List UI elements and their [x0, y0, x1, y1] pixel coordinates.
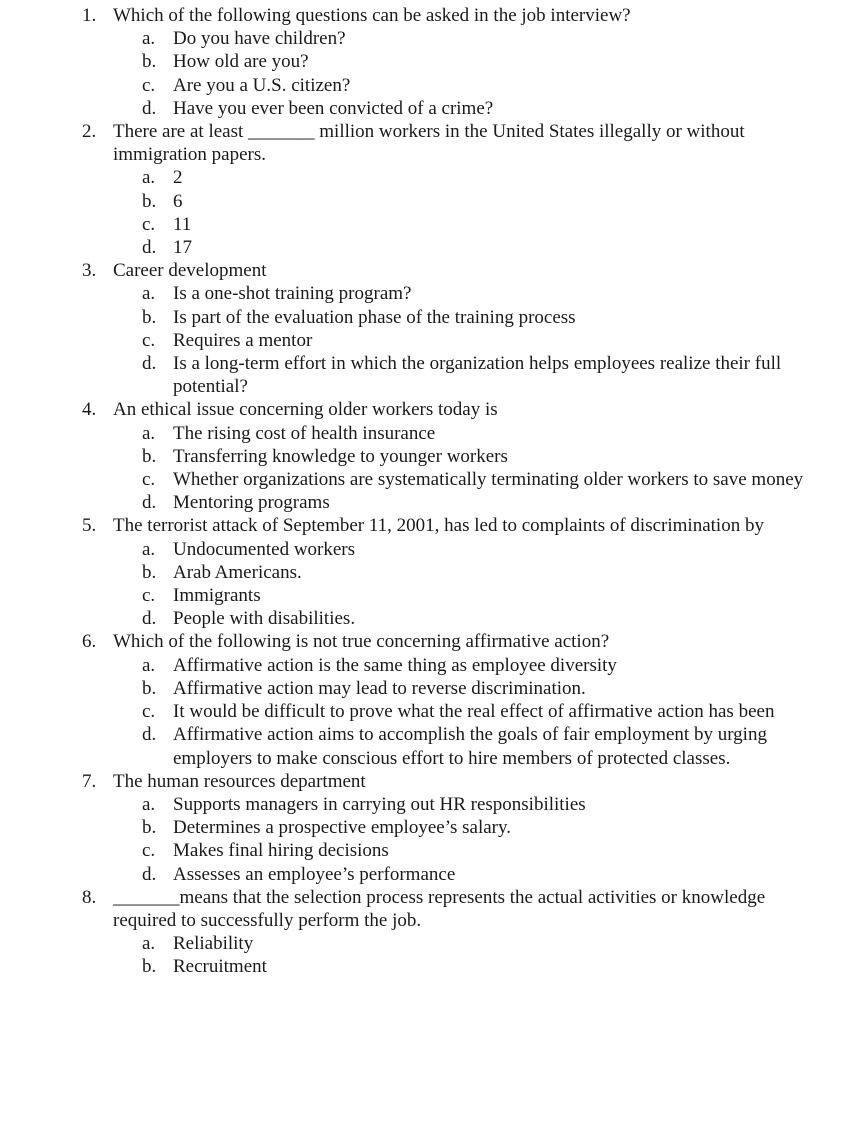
option-letter: a.: [142, 793, 156, 815]
answer-option: [0, 74, 859, 97]
option-text: Supports managers in carrying out HR responsibilities: [173, 793, 586, 815]
question-text: Which of the following is not true concerning affirmative action?: [113, 631, 610, 653]
question-stem: [0, 259, 859, 282]
option-text: 6: [173, 190, 183, 212]
question-number: 3.: [82, 260, 97, 282]
option-letter: c.: [142, 329, 156, 351]
answer-option: [0, 932, 859, 955]
question-item: [0, 770, 859, 886]
question-stem: [0, 630, 859, 653]
option-letter: b.: [142, 817, 157, 839]
question-item: [0, 630, 859, 769]
option-letter: c.: [142, 74, 156, 96]
answer-option: [0, 306, 859, 329]
question-number: 2.: [82, 121, 97, 143]
answer-option: [0, 793, 859, 816]
option-letter: d.: [142, 97, 157, 119]
option-text: 2: [173, 167, 183, 189]
option-letter: a.: [142, 422, 156, 444]
option-text: Makes final hiring decisions: [173, 840, 389, 862]
option-text: The rising cost of health insurance: [173, 422, 436, 444]
question-stem: [0, 120, 859, 166]
question-item: [0, 886, 859, 979]
option-letter: d.: [142, 492, 157, 514]
question-number: 6.: [82, 631, 97, 653]
option-letter: c.: [142, 585, 156, 607]
answer-option: [0, 723, 859, 769]
option-letter: d.: [142, 237, 157, 259]
option-letter: d.: [142, 353, 157, 375]
question-text: Career development: [113, 260, 267, 282]
option-text: Arab Americans.: [173, 561, 302, 583]
option-text: Reliability: [173, 933, 254, 955]
option-letter: b.: [142, 306, 157, 328]
question-item: [0, 120, 859, 259]
option-text: Immigrants: [173, 585, 261, 607]
answer-option: [0, 955, 859, 978]
option-text: Are you a U.S. citizen?: [173, 74, 351, 96]
answer-option: [0, 422, 859, 445]
option-letter: c.: [142, 701, 156, 723]
answer-option: [0, 700, 859, 723]
option-text: It would be difficult to prove what the real effect of affirmative action has been: [173, 701, 775, 723]
answer-option: [0, 538, 859, 561]
option-text: Do you have children?: [173, 28, 346, 50]
question-text: The terrorist attack of September 11, 2001, has led to complaints of discrimination by: [113, 515, 764, 537]
question-item: [0, 4, 859, 120]
answer-option: [0, 329, 859, 352]
question-stem: [0, 514, 859, 537]
option-text: Is a long-term effort in which the organization helps employees realize their full potential?: [173, 353, 782, 398]
option-text: Affirmative action aims to accomplish the goals of fair employment by urging employers to make conscious effort to hire members of protected classes.: [173, 724, 767, 769]
question-number: 4.: [82, 399, 97, 421]
option-text: Affirmative action may lead to reverse discrimination.: [173, 677, 586, 699]
option-text: Affirmative action is the same thing as employee diversity: [173, 654, 617, 676]
option-letter: b.: [142, 561, 157, 583]
question-stem: [0, 4, 859, 27]
question-text: An ethical issue concerning older workers today is: [113, 399, 498, 421]
answer-option: [0, 282, 859, 305]
answer-option: [0, 97, 859, 120]
answer-option: [0, 445, 859, 468]
question-stem: [0, 398, 859, 421]
option-text: People with disabilities.: [173, 608, 356, 630]
question-item: [0, 259, 859, 398]
option-text: Determines a prospective employee’s salary.: [173, 817, 512, 839]
option-text: 11: [173, 213, 192, 235]
option-text: 17: [173, 237, 192, 259]
answer-option: [0, 166, 859, 189]
question-item: [0, 398, 859, 514]
answer-option: [0, 468, 859, 491]
question-text: The human resources department: [113, 770, 366, 792]
answer-option: [0, 816, 859, 839]
answer-option: [0, 50, 859, 73]
option-text: Have you ever been convicted of a crime?: [173, 97, 494, 119]
option-letter: a.: [142, 933, 156, 955]
question-text: Which of the following questions can be asked in the job interview?: [113, 5, 631, 26]
answer-option: [0, 584, 859, 607]
option-text: Transferring knowledge to younger workers: [173, 445, 508, 467]
option-text: Requires a mentor: [173, 329, 313, 351]
answer-option: [0, 236, 859, 259]
option-text: Is a one-shot training program?: [173, 283, 412, 305]
option-text: Assesses an employee’s performance: [173, 863, 456, 885]
option-letter: b.: [142, 51, 157, 73]
question-number: 5.: [82, 515, 97, 537]
option-text: Undocumented workers: [173, 538, 356, 560]
answer-option: [0, 352, 859, 398]
question-text: There are at least _______ million workers in the United States illegally or without immigration papers.: [113, 121, 745, 166]
question-text: _______means that the selection process represents the actual activities or knowledge required to successfully perform the job.: [113, 886, 766, 931]
question-number: 1.: [82, 5, 97, 26]
answer-option: [0, 491, 859, 514]
question-item: [0, 514, 859, 630]
answer-option: [0, 561, 859, 584]
option-letter: d.: [142, 608, 157, 630]
option-letter: a.: [142, 538, 156, 560]
option-letter: d.: [142, 724, 157, 746]
answer-option: [0, 863, 859, 886]
option-letter: c.: [142, 213, 156, 235]
option-text: How old are you?: [173, 51, 309, 73]
option-letter: b.: [142, 956, 157, 978]
option-letter: b.: [142, 190, 157, 212]
answer-option: [0, 654, 859, 677]
option-text: Recruitment: [173, 956, 267, 978]
question-number: 7.: [82, 770, 97, 792]
option-text: Mentoring programs: [173, 492, 330, 514]
option-text: Whether organizations are systematically terminating older workers to save money: [173, 469, 804, 491]
answer-option: [0, 190, 859, 213]
answer-option: [0, 213, 859, 236]
answer-option: [0, 27, 859, 50]
answer-option: [0, 677, 859, 700]
option-letter: a.: [142, 167, 156, 189]
question-number: 8.: [82, 886, 97, 908]
quiz-document: [0, 4, 859, 979]
option-letter: a.: [142, 28, 156, 50]
option-text: Is part of the evaluation phase of the training process: [173, 306, 576, 328]
option-letter: a.: [142, 654, 156, 676]
question-stem: [0, 770, 859, 793]
question-stem: [0, 886, 859, 932]
option-letter: d.: [142, 863, 157, 885]
option-letter: b.: [142, 445, 157, 467]
answer-option: [0, 607, 859, 630]
option-letter: b.: [142, 677, 157, 699]
option-letter: c.: [142, 469, 156, 491]
option-letter: a.: [142, 283, 156, 305]
answer-option: [0, 839, 859, 862]
option-letter: c.: [142, 840, 156, 862]
